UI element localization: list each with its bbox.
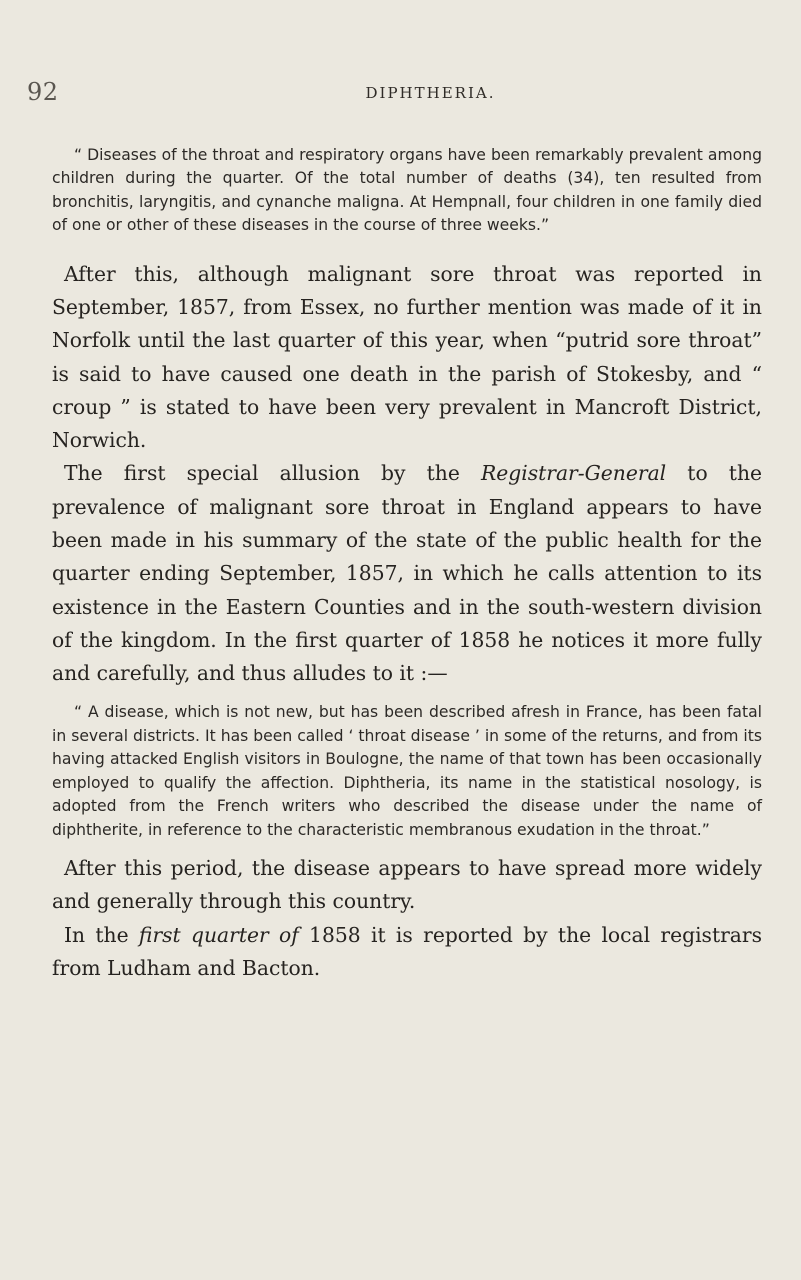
- quoted-registrar-diphtheria: “ A disease, which is not new, but has been described afresh in France, has been fatal in several districts. It has been called ‘ throat disease ’ in some of the returns, and from its having attacked English visitors in Boulogne, the name of that town has been occasionally employed to qualify the affection. Diphtheria, its name in the statistical nosology, is adopted from the French writers who described the disease under the name of diphtherite, in reference to the characteristic membranous exudation in the throat.”: [52, 703, 762, 839]
- first-quarter-italic: first quarter of: [138, 922, 299, 947]
- page-number: 92: [27, 78, 59, 106]
- paragraph-first-quarter: [52, 919, 762, 986]
- running-title: DIPHTHERIA.: [365, 84, 496, 102]
- registrar-general-italic: Registrar-General: [480, 461, 667, 486]
- page-body: [52, 144, 762, 985]
- paragraph-spread: After this period, the disease appears to have spread more widely and generally through this country.: [52, 855, 762, 914]
- paragraph-text-before: The first special allusion by the: [64, 461, 481, 486]
- paragraph-text-after: to the prevalence of malignant sore throat in England appears to have been made in his summary of the state of the public health for the quarter ending September, 1857, in which he calls attention to its existence in the Eastern Counties and in the south-western division of the kingdom. In the first quarter of 1858 he notices it more fully and carefully, and thus alludes to it :—: [52, 461, 763, 686]
- paragraph-text-before: In the: [64, 922, 139, 947]
- paragraph-registrar-general: [52, 457, 762, 690]
- quoted-report-throat-diseases: “ Diseases of the throat and respiratory organs have been remarkably prevalent among children during the quarter. Of the total number of deaths (34), ten resulted from bronchitis, laryngitis, and cynanche maligna. At Hempnall, four children in one family died of one or other of these diseases in the course of three weeks.”: [52, 146, 762, 235]
- paragraph-norfolk-reports: After this, although malignant sore throat was reported in September, 1857, from Essex, no further mention was made of it in Norfolk until the last quarter of this year, when “putrid sore throat” is said to have caused one death in the parish of Stokesby, and “ croup ” is stated to have been very prevalent in Mancroft District, Norwich.: [52, 261, 762, 453]
- paragraph-text-after: 1858 it is reported by the local registrars from Ludham and Bacton.: [52, 922, 763, 980]
